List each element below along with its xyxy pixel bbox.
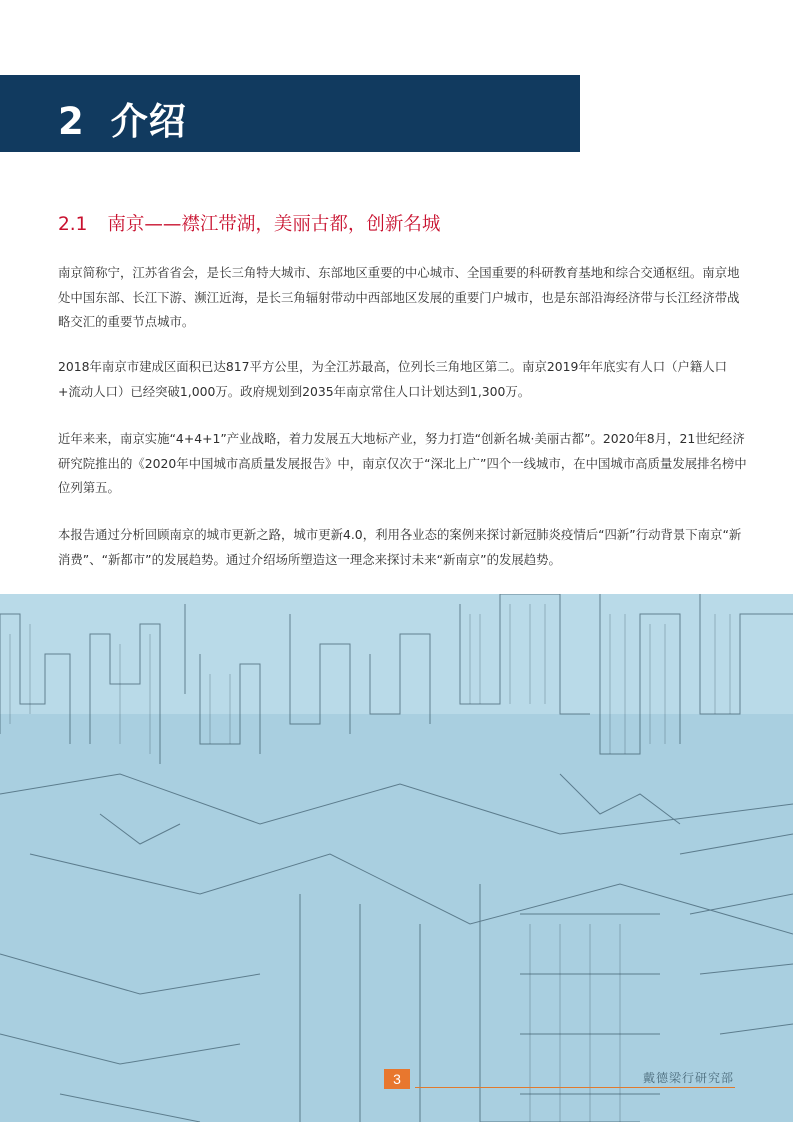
body-paragraph: 近年来来，南京实施“4+4+1”产业战略，着力发展五大地标产业，努力打造“创新名城·美丽古都”。2020年8月，21世纪经济研究院推出的《2020年中国城市高质量发展报告》中，南京仅次于“深北上广”四个一线城市，在中国城市高质量发展排名榜中位列第五。 (58, 431, 747, 496)
body-paragraph: 南京简称宁，江苏省省会，是长三角特大城市、东部地区重要的中心城市、全国重要的科研教育基地和综合交通枢纽。南京地处中国东部、长江下游、濒江近海，是长三角辐射带动中西部地区发展的重要门户城市，也是东部沿海经济带与长江经济带战略交汇的重要节点城市。 (58, 265, 740, 330)
city-skyline-illustration (0, 594, 793, 1122)
section-number: 2.1 (58, 214, 88, 235)
chapter-title (58, 91, 187, 145)
body-paragraph: 2018年南京市建成区面积已达817平方公里，为全江苏最高，位列长三角地区第二。南京2019年年底实有人口（户籍人口+流动人口）已经突破1,000万。政府规划到2035年南京常住人口计划达到1,300万。 (58, 359, 728, 399)
footer-rule (415, 1087, 735, 1088)
section-title: 南京——襟江带湖，美丽古都，创新名城 (107, 214, 441, 235)
chapter-title-text: 介绍 (110, 100, 187, 143)
footer-organization: 戴德梁行研究部 (643, 1071, 735, 1085)
body-paragraph: 本报告通过分析回顾南京的城市更新之路，城市更新4.0，利用各业态的案例来探讨新冠肺炎疫情后“四新”行动背景下南京“新消费”、“新都市”的发展趋势。通过介绍场所塑造这一理念来探讨未来“新南京”的发展趋势。 (58, 527, 742, 567)
page-number: 3 (384, 1069, 410, 1089)
chapter-number: 2 (58, 100, 85, 143)
section-heading (58, 210, 440, 236)
